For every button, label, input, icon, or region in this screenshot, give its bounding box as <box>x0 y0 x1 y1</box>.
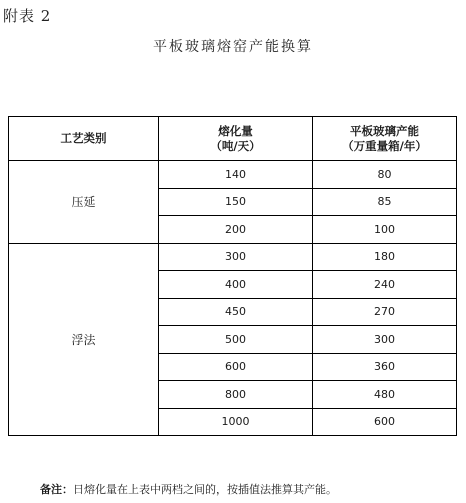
table-body <box>9 161 457 436</box>
footnote-label: 备注： <box>40 483 73 496</box>
header-category-label: 工艺类别 <box>60 131 107 145</box>
melt-cell: 200 <box>159 216 313 244</box>
capacity-cell: 480 <box>313 381 457 409</box>
melt-cell: 500 <box>159 326 313 354</box>
capacity-cell: 270 <box>313 298 457 326</box>
capacity-cell: 100 <box>313 216 457 244</box>
header-melt-rate <box>159 117 313 161</box>
footnote-text: 日熔化量在上表中两档之间的，按插值法推算其产能。 <box>73 483 337 496</box>
melt-cell: 140 <box>159 161 313 189</box>
header-melt-rate-line2: （吨/天） <box>210 138 261 153</box>
category-cell-float: 浮法 <box>9 243 159 436</box>
header-capacity-line1: 平板玻璃产能 <box>350 123 419 138</box>
footnote <box>40 481 337 497</box>
table-header <box>9 117 457 161</box>
header-capacity-line2: （万重量箱/年） <box>342 138 427 153</box>
capacity-conversion-table <box>8 116 457 436</box>
category-cell-rolled: 压延 <box>9 161 159 244</box>
melt-cell: 1000 <box>159 408 313 436</box>
capacity-cell: 85 <box>313 188 457 216</box>
appendix-label: 附表 2 <box>3 7 52 25</box>
table-row <box>9 243 457 271</box>
capacity-cell: 80 <box>313 161 457 189</box>
melt-cell: 800 <box>159 381 313 409</box>
melt-cell: 400 <box>159 271 313 299</box>
capacity-cell: 300 <box>313 326 457 354</box>
melt-cell: 300 <box>159 243 313 271</box>
header-capacity <box>313 117 457 161</box>
melt-cell: 150 <box>159 188 313 216</box>
header-melt-rate-line1: 熔化量 <box>218 123 253 138</box>
capacity-cell: 600 <box>313 408 457 436</box>
header-row <box>9 117 457 161</box>
capacity-cell: 360 <box>313 353 457 381</box>
page-title: 平板玻璃熔窑产能换算 <box>153 39 313 55</box>
capacity-cell: 240 <box>313 271 457 299</box>
header-category <box>9 117 159 161</box>
capacity-cell: 180 <box>313 243 457 271</box>
table-row <box>9 161 457 189</box>
melt-cell: 450 <box>159 298 313 326</box>
melt-cell: 600 <box>159 353 313 381</box>
